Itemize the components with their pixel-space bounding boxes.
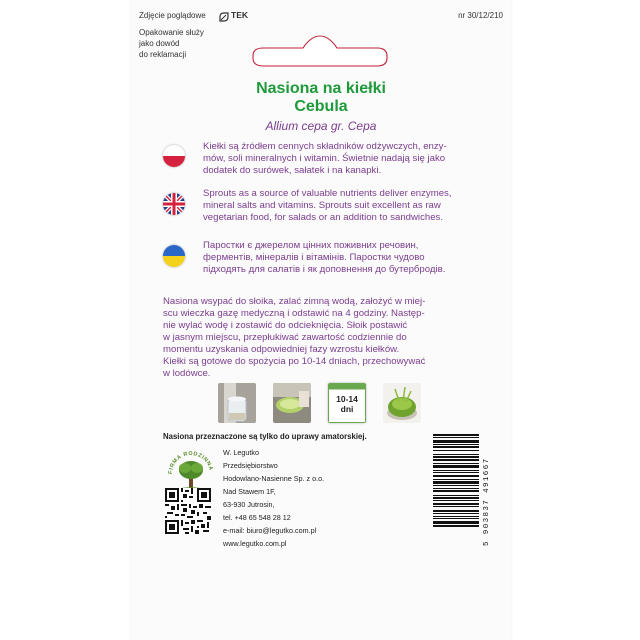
text-line: Kiełki są źródłem cennych składników odżywczych, enzy- [203,141,447,152]
qr-code[interactable] [165,488,211,534]
poland-flag-icon [163,145,185,167]
complaint-note [139,27,204,60]
text-line: w lodówce. [163,368,211,379]
company-city: 63-930 Jutrosin, [223,500,275,509]
text-line: Kiełki są gotowe do spożycia po 10-14 dniach, przechowywać [163,356,426,367]
text-line: mineral salts and vitamins. Sprouts suit excellent as raw [203,200,441,211]
seed-packet-back [131,0,511,640]
text-line: Паростки є джерелом цінних поживних речовин, [203,240,419,251]
jar-sprouts-photo-icon [273,383,311,423]
sowing-instructions [163,296,503,380]
text-line: Sprouts as a source of valuable nutrients deliver enzymes, [203,188,452,199]
text-line: ферментів, мінералів і вітамінів. Паростки чудово [203,252,425,263]
text-line: momentu uzyskania odpowiedniej fazy wzrostu kiełków. [163,344,400,355]
ean-barcode [433,434,489,546]
tek-leaf-icon [219,9,229,19]
text-line: nie wylać wodę i zostawić do odcieknięcia. Słoik postawić [163,320,408,331]
days-label-unit: dni [340,404,354,414]
photo-caption: Zdjęcie poglądowe [139,11,206,20]
ukraine-flag-icon [163,245,185,267]
product-title: Nasiona na kiełki [256,80,386,97]
company-email[interactable]: e-mail: biuro@legutko.com.pl [223,526,317,535]
note-line: jako dowód [139,39,180,48]
company-name: W. Legutko [223,448,259,457]
text-line: mów, soli mineralnych i witamin. Świetnie nadają się jako [203,153,446,164]
uk-flag-icon [163,193,185,215]
calendar-photo-icon [328,383,366,423]
days-label-range: 10-14 [336,394,358,404]
company-phone: tel. +48 65 548 28 12 [223,513,291,522]
jar-seeds-photo-icon [218,383,256,423]
logo-arc-text: FIRMA RODZINNA [167,450,214,475]
barcode-number-anchor [483,457,497,560]
note-line: Opakowanie służy [139,28,204,37]
note-line: do reklamacji [139,50,187,59]
amateur-use-note: Nasiona przeznaczone są tylko do uprawy amatorskiej. [163,432,367,441]
company-address: Nad Stawem 1F, [223,487,276,496]
sprouts-bowl-photo-icon [383,383,421,423]
description-en [203,188,503,224]
text-line: dodatek do surówek, sałatek i na kanapki. [203,165,382,176]
batch-number: nr 30/12/210 [458,11,503,20]
days-label [328,394,366,414]
description-pl [203,141,503,177]
text-line: підходять для салатів і як доповнення до бутербродів. [203,264,446,275]
latin-name: Allium cepa gr. Cepa [265,119,377,133]
tek-label: TEK [231,10,248,20]
company-line: Przedsiębiorstwo [223,461,278,470]
text-line: w jasnym miejscu, przepłukiwać zawartość codziennie do [163,332,407,343]
description-uk [203,240,503,276]
product-variety: Cebula [294,98,348,115]
company-website[interactable]: www.legutko.com.pl [223,539,287,548]
hang-slot [245,34,395,68]
text-line: Nasiona wsypać do słoika, zalać zimną wodą, założyć w miej- [163,296,426,307]
company-contact [223,446,324,550]
text-line: vegetarian food, for salads or an addition to sandwiches. [203,212,443,223]
company-line: Hodowlano-Nasienne Sp. z o.o. [223,474,325,483]
barcode-number: 5 903837 491667 [483,457,491,546]
text-line: scu wieczka gazę medyczną i odstawić na 4 godziny. Następ- [163,308,425,319]
